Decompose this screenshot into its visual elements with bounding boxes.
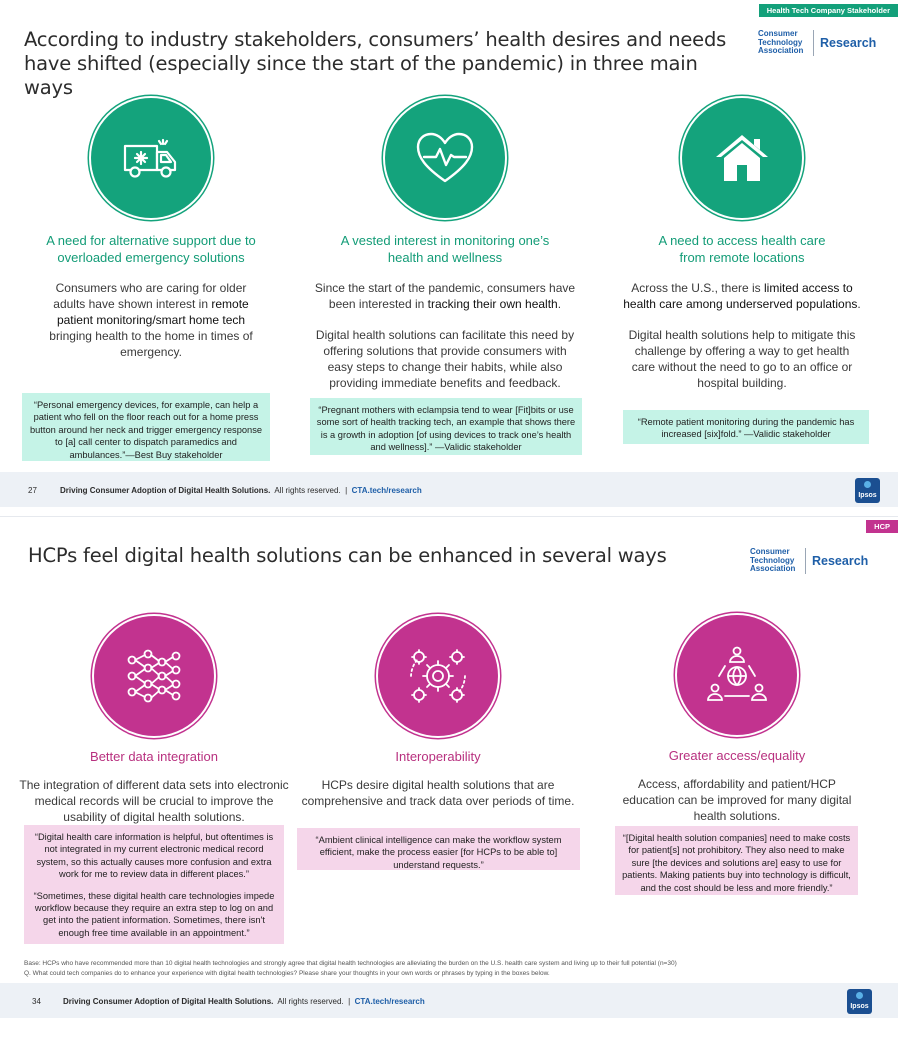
cta-research-link[interactable]: CTA.tech/research — [351, 486, 422, 495]
gears-icon — [378, 616, 498, 736]
column-data-integration — [9, 616, 299, 825]
column-body: Access, affordability and patient/HCP education can be improved for many digital health solutions. — [622, 777, 852, 823]
hcp-quote: “[Digital health solution companies] need to make costs for patient[s] not prohibitory. They also need to make sure [the devices and solutions are] easy to use for patients. Making patients buy into technology is difficult, and the cost should be less and more friendly.” — [615, 826, 858, 895]
slide-footer — [0, 472, 898, 507]
slide-footer — [0, 983, 898, 1018]
ambulance-icon — [91, 98, 211, 218]
stakeholder-quote: “Pregnant mothers with eclampsia tend to wear [Fit]bits or use some sort of health tracking tech, an example that shows there is a growth in adoption [of using devices to track one’s health and wellness].” —Validic stakeholder — [310, 398, 582, 455]
cta-research-logo — [750, 548, 868, 574]
brand-research: Research — [812, 553, 869, 568]
brand-name: Consumer Technology Association — [758, 30, 814, 56]
hcp-quote: “Ambient clinical intelligence can make the workflow system efficient, make the process easier [for HCPs to be able to] understand requests.” — [297, 828, 580, 870]
page-number: 34 — [32, 997, 41, 1006]
data-network-icon — [94, 616, 214, 736]
slide-34 — [0, 516, 898, 1018]
cta-research-link[interactable]: CTA.tech/research — [354, 997, 425, 1006]
heart-pulse-icon — [385, 98, 505, 218]
column-heading: Interoperability — [395, 749, 481, 764]
column-body: Consumers who are caring for older adults have shown interest in remote patient monitoring/smart home tech bringing health to the home in times of emergency. — [49, 281, 253, 359]
slide-title: According to industry stakeholders, consumers’ health desires and needs have shifted (especially since the start of the pandemic) in three main ways — [24, 28, 727, 99]
hcp-quote: “Digital health care information is helpful, but oftentimes is not integrated in my current electronic medical record system, so this actually causes more confusion and extra work for me to review data in different places.” “Sometimes, these digital health care technologies impede workflow because they require an extra step to log on and get into the patient information. Sometimes, there isn't enough free time available in an appointment.” — [24, 825, 284, 944]
column-heading: Better data integration — [90, 749, 218, 764]
column-remote-access — [597, 98, 887, 391]
stakeholder-quote: “Remote patient monitoring during the pandemic has increased [six]fold.” —Validic stakeholder — [623, 410, 869, 444]
slide-27 — [0, 0, 898, 507]
column-heading: A vested interest in monitoring one’s health and wellness — [340, 233, 550, 265]
page-number: 27 — [28, 486, 37, 495]
column-body: Since the start of the pandemic, consumers have been interested in tracking their own health. Digital health solutions can facilitate this need by offering solutions that provide consumers with easy steps to change their habits, while also providing immediate benefits and feedback. — [314, 281, 576, 390]
column-body: Across the U.S., there is limited access to health care among underserved populations. Digital health solutions help to mitigate this challenge by offering a way to get health care without the need to go to an office or hospital building. — [623, 281, 861, 390]
audience-tag: HCP — [866, 520, 898, 533]
ipsos-logo: Ipsos — [847, 989, 872, 1014]
column-heading: Greater access/equality — [668, 748, 806, 763]
globe-people-icon — [677, 615, 797, 735]
house-icon — [682, 98, 802, 218]
column-heading: A need for alternative support due to overloaded emergency solutions — [46, 233, 256, 265]
footer-text: Driving Consumer Adoption of Digital Health Solutions. All rights reserved. | CTA.tech/research — [63, 997, 425, 1006]
footer-text: Driving Consumer Adoption of Digital Health Solutions. All rights reserved. | CTA.tech/research — [60, 486, 422, 495]
column-body: The integration of different data sets into electronic medical records will be crucial to improve the usability of digital health solutions. — [19, 778, 289, 824]
base-note: Base: HCPs who have recommended more than 10 digital health technologies and strongly agree that digital health technologies are alleviating the burden on the U.S. health care system and living up to their full potential (n=30) Q. What could tech companies do to enhance your experience with digital health technologies? Please share your thoughts in your own words or phrases by typing in the boxes below. — [24, 960, 677, 977]
column-monitoring — [300, 98, 590, 391]
column-access-equality — [592, 615, 882, 824]
ipsos-logo: Ipsos — [855, 478, 880, 503]
column-interoperability — [293, 616, 583, 809]
brand-name: Consumer Technology Association — [750, 548, 806, 574]
column-emergency — [6, 98, 296, 360]
cta-research-logo — [758, 30, 876, 56]
column-body: HCPs desire digital health solutions that are comprehensive and track data over periods of time. — [301, 778, 575, 808]
slide-title: HCPs feel digital health solutions can be enhanced in several ways — [28, 544, 667, 567]
audience-tag: Health Tech Company Stakeholder — [759, 4, 898, 17]
stakeholder-quote: “Personal emergency devices, for example, can help a patient who fell on the floor reach out for a home press button around her neck and trigger emergency response to [a] call center to dispatch paramedics and ambulances.”—Best Buy stakeholder — [22, 393, 270, 461]
brand-research: Research — [820, 35, 877, 50]
column-heading: A need to access health care from remote locations — [658, 233, 826, 265]
